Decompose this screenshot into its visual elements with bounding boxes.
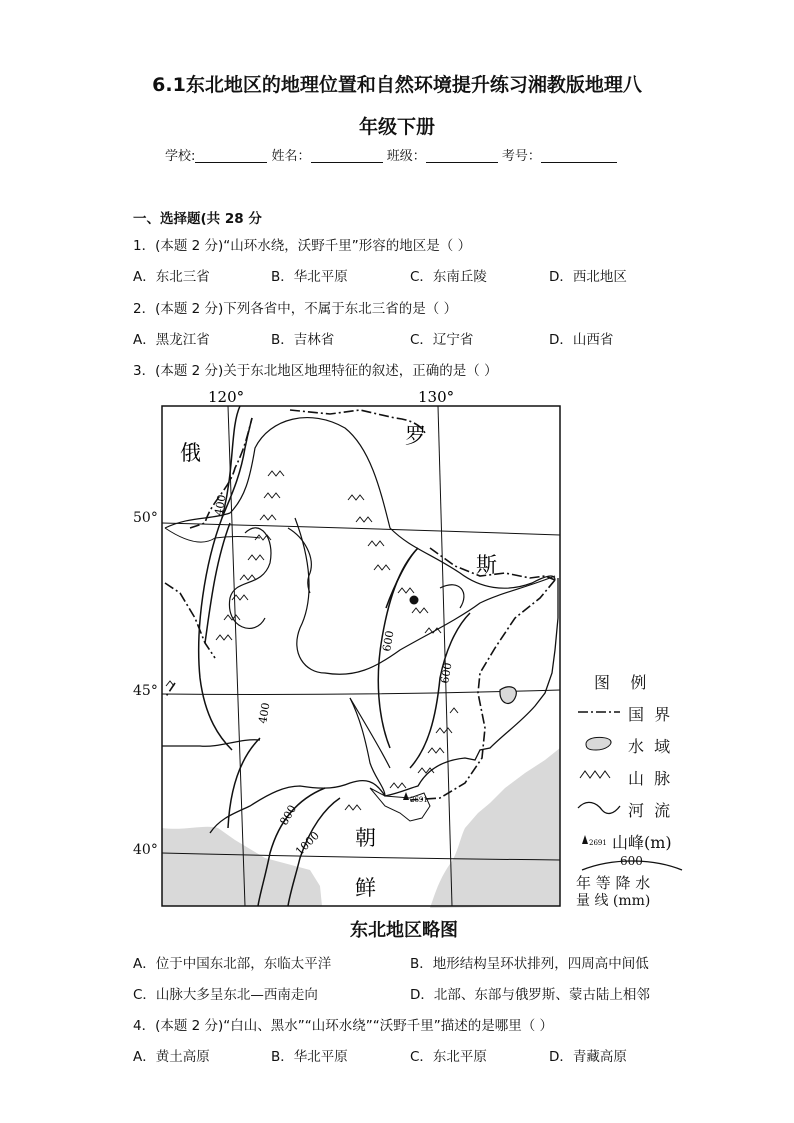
q4-option-c[interactable]: C．东北平原 <box>410 1049 487 1065</box>
q4-option-a[interactable]: A．黄土高原 <box>133 1049 210 1065</box>
student-info <box>165 145 617 164</box>
lon-label-120: 120° <box>208 388 245 406</box>
lat-line-50 <box>162 523 560 535</box>
class-blank[interactable] <box>426 148 498 163</box>
doc-title-line2: 年级下册 <box>358 116 435 138</box>
q1-option-b[interactable]: B．华北平原 <box>271 269 348 285</box>
peak-value: 2691 <box>410 796 428 804</box>
q2-stem: 2．(本题 2 分)下列各省中，不属于东北三省的是（ ） <box>133 301 458 317</box>
q4-stem: 4．(本题 2 分)“白山、黑水”“山环水绕”“沃野千里”描述的是哪里（ ） <box>133 1018 554 1034</box>
legend-water-symbol <box>586 737 611 750</box>
country-label-luo: 罗 <box>405 424 426 448</box>
map-legend <box>572 668 712 918</box>
q4-option-d[interactable]: D．青藏高原 <box>549 1049 627 1065</box>
legend-isohyet-label-top: 年 等 降 水 <box>576 874 651 892</box>
q3-option-d[interactable]: D．北部、东部与俄罗斯、蒙古陆上相邻 <box>410 987 650 1003</box>
country-label-xian: 鲜 <box>355 876 376 900</box>
isohyet-label-400a: 400 <box>212 493 229 517</box>
city-dot <box>410 596 419 605</box>
number-label: 考号： <box>501 149 541 164</box>
isohyet-label-600b: 600 <box>438 661 455 685</box>
isohyets <box>199 406 470 906</box>
q1-stem: 1．(本题 2 分)“山环水绕，沃野千里”形容的地区是（ ） <box>133 238 472 254</box>
section-heading: 一、选择题(共 28 分 <box>133 211 262 227</box>
mountain-symbols <box>166 471 458 810</box>
legend-peak-symbol <box>582 835 588 844</box>
q1-option-c[interactable]: C．东南丘陵 <box>410 269 487 285</box>
legend-item-mountain: 山 脉 <box>628 769 671 788</box>
legend-item-river: 河 流 <box>628 801 671 820</box>
number-blank[interactable] <box>541 148 617 163</box>
peak-icon <box>403 792 409 800</box>
country-label-chao: 朝 <box>355 826 376 850</box>
isohyet-label-800: 800 <box>277 802 300 828</box>
q1-option-d[interactable]: D．西北地区 <box>549 269 627 285</box>
q4-option-b[interactable]: B．华北平原 <box>271 1049 348 1065</box>
isohyet-label-1000: 1000 <box>292 829 322 859</box>
school-label: 学校: <box>165 149 196 164</box>
class-label: 班级： <box>386 149 426 164</box>
lat-label-50: 50° <box>133 510 158 526</box>
doc-title-line1: 6.1东北地区的地理位置和自然环境提升练习湘教版地理八 <box>152 74 642 96</box>
q3-option-c[interactable]: C．山脉大多呈东北—西南走向 <box>133 987 318 1003</box>
lon-label-130: 130° <box>418 388 455 406</box>
legend-mountain-symbol <box>580 771 610 778</box>
legend-river-symbol <box>578 802 620 813</box>
q2-option-d[interactable]: D．山西省 <box>549 332 614 348</box>
country-label-e: 俄 <box>180 441 201 465</box>
q2-option-a[interactable]: A．黑龙江省 <box>133 332 210 348</box>
isohyet-label-400b: 400 <box>256 701 273 725</box>
name-blank[interactable] <box>311 148 383 163</box>
legend-item-border: 国 界 <box>628 705 671 724</box>
legend-isohyet-label-bottom: 量 线 (mm) <box>576 893 651 909</box>
lat-label-40: 40° <box>133 842 158 858</box>
q2-option-c[interactable]: C．辽宁省 <box>410 332 474 348</box>
legend-item-peak: 山峰(m) <box>612 833 672 852</box>
legend-title: 图 例 <box>594 673 647 692</box>
isohyet-label-600a: 600 <box>380 629 397 653</box>
name-label: 姓名： <box>271 149 311 164</box>
map-caption: 东北地区略图 <box>350 920 458 941</box>
country-label-si: 斯 <box>476 553 497 577</box>
school-blank[interactable] <box>195 148 267 163</box>
q1-option-a[interactable]: A．东北三省 <box>133 269 210 285</box>
q3-option-a[interactable]: A．位于中国东北部，东临太平洋 <box>133 956 332 972</box>
q2-option-b[interactable]: B．吉林省 <box>271 332 335 348</box>
q3-stem: 3．(本题 2 分)关于东北地区地理特征的叙述，正确的是（ ） <box>133 363 498 379</box>
q3-option-b[interactable]: B．地形结构呈环状排列，四周高中间低 <box>410 956 649 972</box>
lat-label-45: 45° <box>133 683 158 699</box>
legend-isohyet-value: 600 <box>620 854 643 868</box>
legend-item-water: 水 域 <box>628 737 671 756</box>
legend-peak-value: 2691 <box>589 839 607 847</box>
